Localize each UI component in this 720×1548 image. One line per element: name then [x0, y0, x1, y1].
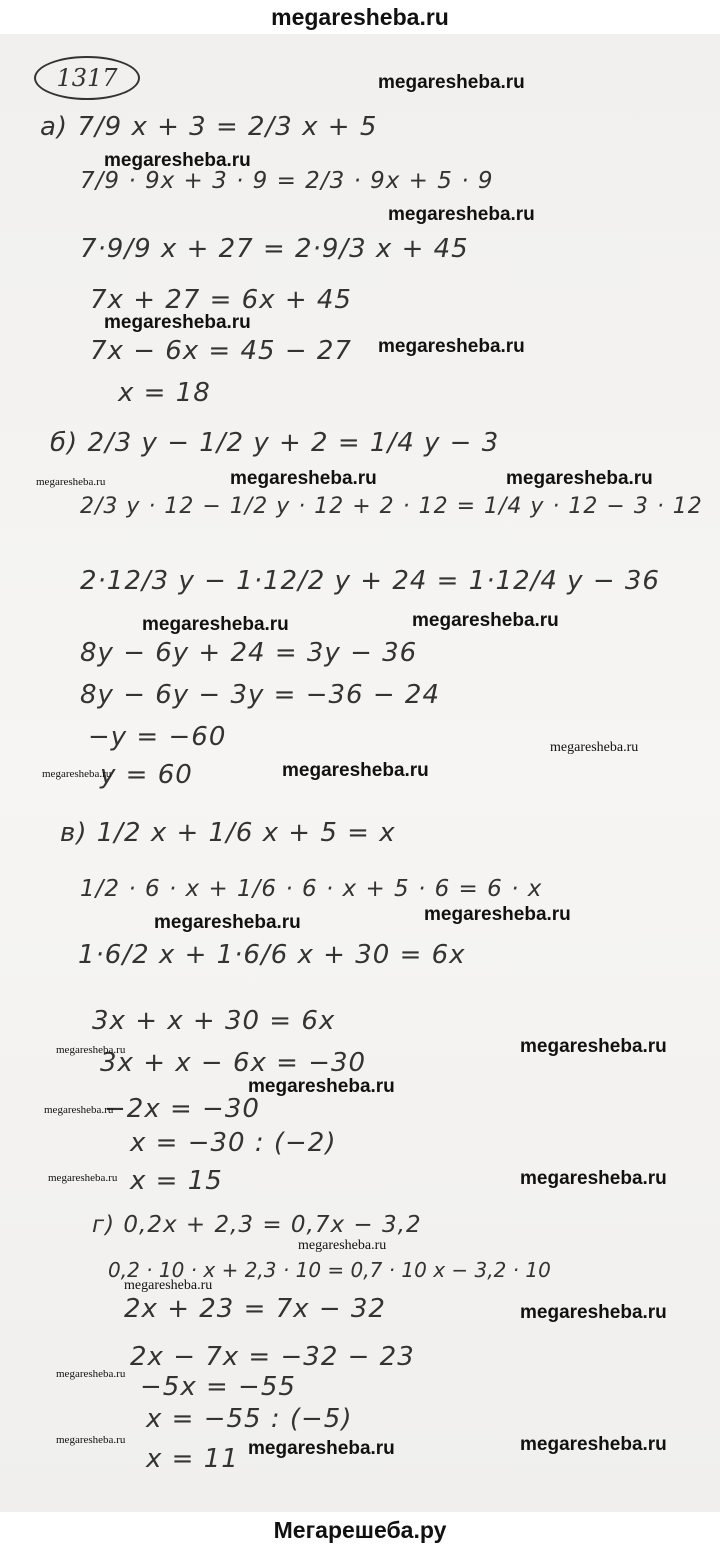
solution-line: 7x − 6x = 45 − 27 [90, 336, 352, 366]
solution-line: x = 18 [118, 378, 211, 408]
solution-line: 2x + 23 = 7x − 32 [124, 1294, 386, 1324]
solution-line: 7x + 27 = 6x + 45 [90, 285, 352, 315]
solution-line: x = −30 : (−2) [130, 1128, 337, 1158]
watermark: megaresheba.ru [378, 336, 525, 357]
watermark: megaresheba.ru [412, 610, 559, 631]
solution-line: а) 7/9 x + 3 = 2/3 x + 5 [40, 112, 378, 142]
solution-line: 8y − 6y − 3y = −36 − 24 [80, 680, 440, 710]
watermark: megaresheba.ru [56, 1434, 126, 1446]
watermark: megaresheba.ru [378, 72, 525, 93]
solution-line: −5x = −55 [140, 1372, 296, 1402]
watermark: megaresheba.ru [506, 468, 653, 489]
solution-line: 7/9 · 9x + 3 · 9 = 2/3 · 9x + 5 · 9 [80, 168, 494, 194]
solution-line: 2/3 y · 12 − 1/2 y · 12 + 2 · 12 = 1/4 y · 12 − 3 · 12 [80, 494, 703, 519]
solution-line: 2·12/3 y − 1·12/2 y + 24 = 1·12/4 y − 36 [80, 566, 660, 596]
watermark: megaresheba.ru [104, 150, 251, 171]
solution-line: 8y − 6y + 24 = 3y − 36 [80, 638, 418, 668]
watermark: megaresheba.ru [230, 468, 377, 489]
watermark: megaresheba.ru [142, 614, 289, 635]
solution-line: −y = −60 [88, 722, 227, 752]
watermark: megaresheba.ru [298, 1238, 387, 1253]
solution-line: б) 2/3 y − 1/2 y + 2 = 1/4 y − 3 [50, 428, 500, 458]
solution-line: −2x = −30 [104, 1094, 260, 1124]
solution-line: 7·9/9 x + 27 = 2·9/3 x + 45 [80, 234, 469, 264]
watermark: megaresheba.ru [520, 1036, 667, 1057]
watermark: megaresheba.ru [520, 1302, 667, 1323]
solution-line: 2x − 7x = −32 − 23 [130, 1342, 415, 1372]
site-footer: Мегарешеба.ру [0, 1512, 720, 1548]
solution-line: x = −55 : (−5) [146, 1404, 353, 1434]
solution-line: в) 1/2 x + 1/6 x + 5 = x [60, 818, 396, 848]
watermark: megaresheba.ru [520, 1434, 667, 1455]
watermark: megaresheba.ru [56, 1368, 126, 1380]
solution-line: 1·6/2 x + 1·6/6 x + 30 = 6x [78, 940, 466, 970]
solution-line: x = 15 [130, 1166, 223, 1196]
solution-line: 3x + x + 30 = 6x [92, 1006, 336, 1036]
watermark: megaresheba.ru [248, 1438, 395, 1459]
watermark: megaresheba.ru [36, 476, 106, 488]
solution-line: y = 60 [100, 760, 193, 790]
watermark: megaresheba.ru [248, 1076, 395, 1097]
watermark: megaresheba.ru [124, 1278, 213, 1293]
solution-line: г) 0,2x + 2,3 = 0,7x − 3,2 [92, 1212, 422, 1238]
watermark: megaresheba.ru [282, 760, 429, 781]
site-header: megaresheba.ru [0, 0, 720, 34]
watermark: megaresheba.ru [56, 1044, 126, 1056]
watermark: megaresheba.ru [550, 740, 639, 755]
watermark: megaresheba.ru [104, 312, 251, 333]
solution-line: 3x + x − 6x = −30 [100, 1048, 367, 1078]
problem-number: 1317 [34, 56, 140, 100]
solution-line: x = 11 [146, 1444, 239, 1474]
watermark: megaresheba.ru [388, 204, 535, 225]
watermark: megaresheba.ru [48, 1172, 118, 1184]
solution-line: 1/2 · 6 · x + 1/6 · 6 · x + 5 · 6 = 6 · x [80, 876, 543, 902]
solution-line: 0,2 · 10 · x + 2,3 · 10 = 0,7 · 10 x − 3,2 · 10 [108, 1258, 551, 1282]
watermark: megaresheba.ru [520, 1168, 667, 1189]
watermark: megaresheba.ru [42, 768, 112, 780]
watermark: megaresheba.ru [424, 904, 571, 925]
watermark: megaresheba.ru [44, 1104, 114, 1116]
watermark: megaresheba.ru [154, 912, 301, 933]
